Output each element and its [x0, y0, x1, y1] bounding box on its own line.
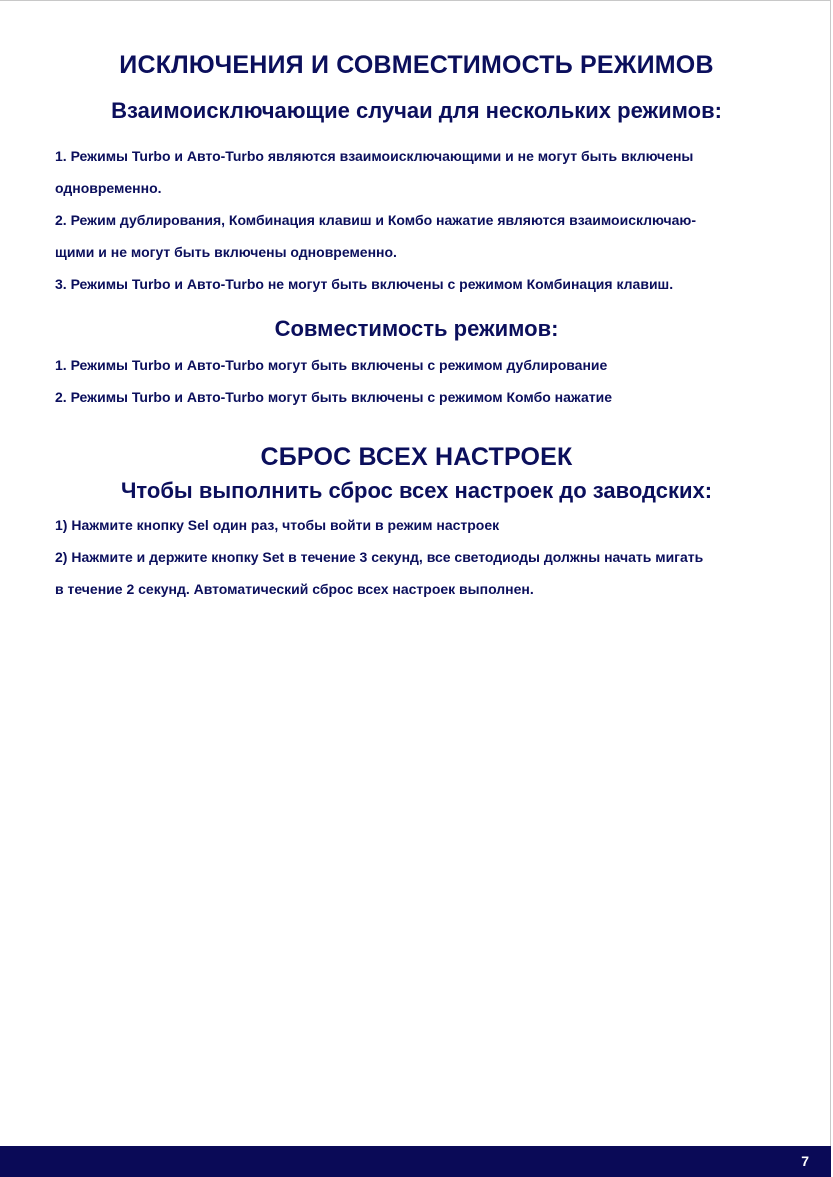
exclusive-line-2-cont: щими и не могут быть включены одновременно.: [55, 244, 397, 260]
reset-step-2-cont: в течение 2 секунд. Автоматический сброс всех настроек выполнен.: [55, 581, 534, 597]
page-number: 7: [801, 1153, 809, 1169]
compat-line-1: 1. Режимы Turbo и Авто-Turbo могут быть включены с режимом дублирование: [55, 357, 608, 373]
heading-compatibility: Совместимость режимов:: [274, 316, 559, 341]
heading-reset-instructions: Чтобы выполнить сброс всех настроек до заводских:: [120, 478, 713, 503]
heading-mutually-exclusive: Взаимоисключающие случаи для нескольких режимов:: [111, 98, 722, 123]
exclusive-line-2: 2. Режим дублирования, Комбинация клавиш и Комбо нажатие являются взаимоисключаю-: [55, 212, 697, 228]
reset-step-1: 1) Нажмите кнопку Sel один раз, чтобы войти в режим настроек: [55, 517, 500, 533]
footer-bar: [0, 1146, 831, 1177]
section-title-exceptions: ИСКЛЮЧЕНИЯ И СОВМЕСТИМОСТЬ РЕЖИМОВ: [119, 51, 714, 79]
exclusive-line-1-cont: одновременно.: [55, 180, 162, 196]
section-title-reset: СБРОС ВСЕХ НАСТРОЕК: [260, 443, 573, 471]
reset-step-2: 2) Нажмите и держите кнопку Set в течение 3 секунд, все светодиоды должны начать мигать: [55, 549, 704, 565]
compat-line-2: 2. Режимы Turbo и Авто-Turbo могут быть включены с режимом Комбо нажатие: [55, 389, 613, 405]
exclusive-line-1: 1. Режимы Turbo и Авто-Turbo являются взаимоисключающими и не могут быть включены: [55, 148, 694, 164]
exclusive-line-3: 3. Режимы Turbo и Авто-Turbo не могут быть включены с режимом Комбинация клавиш.: [55, 276, 674, 292]
